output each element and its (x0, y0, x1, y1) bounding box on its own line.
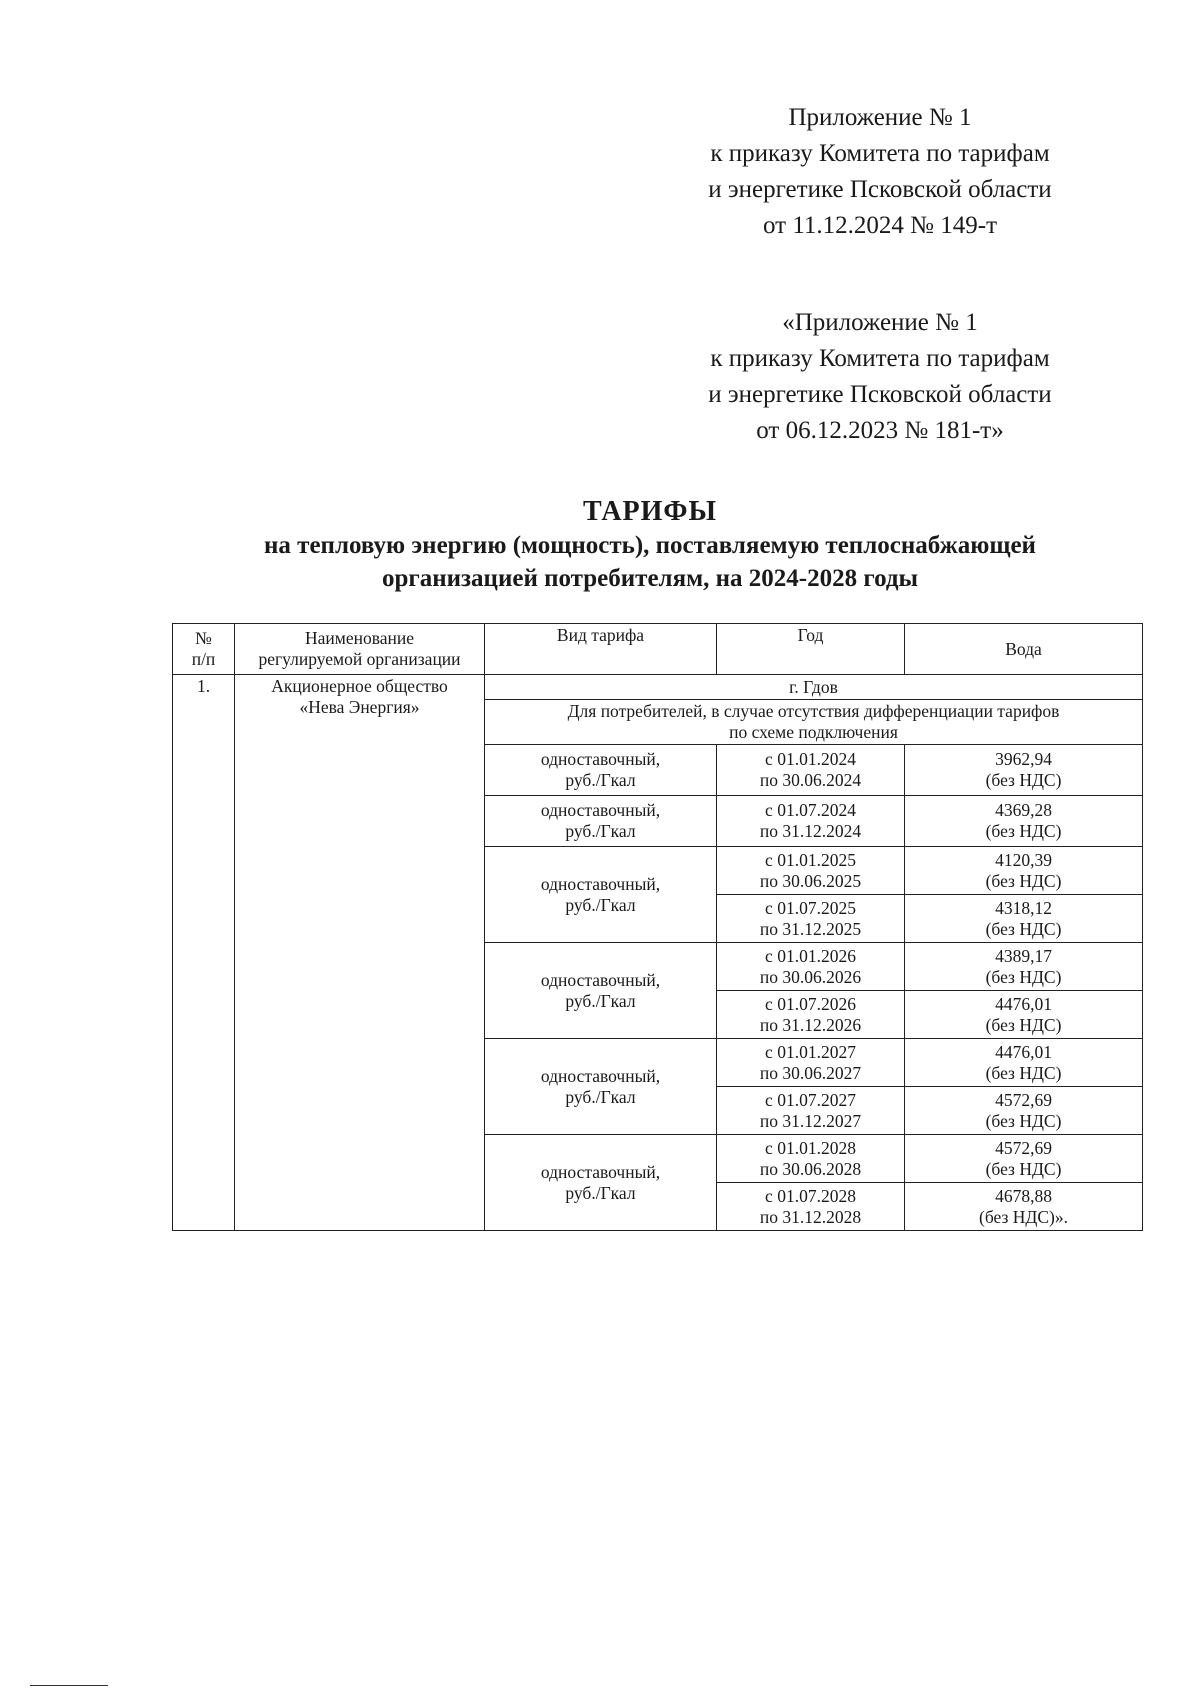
tariff-type-cell (485, 943, 717, 1039)
tariff-value-cell (905, 847, 1143, 895)
appendix-line: к приказу Комитета по тарифам (710, 345, 1050, 372)
organization-name: Акционерное общество «Нева Энергия» (235, 675, 485, 1231)
period-from: с 01.07.2027 (765, 1089, 856, 1110)
period-cell (717, 1183, 905, 1231)
appendix-line: Приложение № 1 (788, 104, 972, 131)
period-cell (717, 745, 905, 796)
tariffs-table (172, 623, 1143, 1231)
period-to: по 30.06.2027 (759, 1062, 862, 1083)
tariff-value-cell (905, 991, 1143, 1039)
period-cell (717, 847, 905, 895)
vat-note: (без НДС) (985, 1062, 1062, 1083)
period-to: по 30.06.2025 (759, 870, 862, 891)
vat-note: (без НДС) (985, 918, 1062, 939)
period-from: с 01.01.2028 (765, 1137, 856, 1158)
tariff-type-cell (485, 847, 717, 943)
tariff-type-line: одноставочный, (540, 800, 661, 820)
tariff-value-cell (905, 1087, 1143, 1135)
document-subtitle-line: на тепловую энергию (мощность), поставляемую теплоснабжающей (264, 532, 1036, 559)
document-title: ТАРИФЫ (583, 496, 717, 527)
header-year: Год (717, 624, 905, 675)
appendix-line: от 06.12.2023 № 181-т» (756, 417, 1004, 444)
tariff-type-line: руб./Гкал (565, 1182, 636, 1203)
tariff-value: 4678,88 (995, 1185, 1052, 1206)
header-water: Вода (905, 624, 1143, 675)
period-cell (717, 1087, 905, 1135)
appendix-previous-order (660, 305, 1100, 449)
period-from: с 01.01.2027 (765, 1041, 856, 1062)
period-from: с 01.01.2026 (765, 945, 856, 966)
document-heading (160, 495, 1140, 595)
tariff-type-line: одноставочный, (540, 969, 661, 990)
vat-note: (без НДС) (985, 1158, 1062, 1179)
period-from: с 01.07.2026 (765, 993, 856, 1014)
period-to: по 31.12.2024 (759, 821, 862, 841)
tariff-type-line: одноставочный, (540, 873, 661, 894)
tariff-value-cell (905, 1039, 1143, 1087)
tariff-type-cell (485, 745, 717, 796)
tariff-type-cell (485, 796, 717, 847)
vat-note: (без НДС) (985, 1014, 1062, 1035)
tariff-value-cell (905, 1135, 1143, 1183)
vat-note: (без НДС) (985, 821, 1062, 841)
appendix-current-order (660, 100, 1100, 244)
tariff-value: 4572,69 (995, 1089, 1052, 1110)
tariff-value-cell (905, 1183, 1143, 1231)
appendix-line: «Приложение № 1 (782, 309, 978, 336)
period-to: по 31.12.2028 (759, 1206, 862, 1227)
tariff-value: 4318,12 (995, 897, 1052, 918)
appendix-line: от 11.12.2024 № 149-т (762, 212, 998, 239)
tariff-type-cell (485, 1039, 717, 1135)
vat-note: (без НДС) (985, 770, 1062, 790)
tariff-value: 3962,94 (995, 749, 1052, 769)
period-cell (717, 895, 905, 943)
period-from: с 01.01.2024 (765, 749, 856, 769)
tariff-type-line: руб./Гкал (565, 1086, 636, 1107)
appendix-line: к приказу Комитета по тарифам (710, 140, 1050, 167)
tariff-value: 4476,01 (995, 1041, 1052, 1062)
row-number: 1. (173, 675, 235, 1231)
period-to: по 31.12.2026 (759, 1014, 862, 1035)
tariff-type-line: одноставочный, (540, 749, 661, 769)
period-to: по 31.12.2027 (759, 1110, 862, 1131)
period-cell (717, 796, 905, 847)
table-header-row (173, 624, 1143, 675)
tariff-type-line: одноставочный, (540, 1161, 661, 1182)
header-organization: Наименование регулируемой организации (235, 624, 485, 675)
vat-note: (без НДС) (985, 870, 1062, 891)
period-cell (717, 943, 905, 991)
consumer-note: Для потребителей, в случае отсутствия дифференциации тарифов по схеме подключения (485, 700, 1143, 745)
header-tariff-type: Вид тарифа (485, 624, 717, 675)
period-to: по 30.06.2026 (759, 966, 862, 987)
tariff-type-line: руб./Гкал (565, 821, 636, 841)
tariff-type-line: руб./Гкал (565, 770, 636, 790)
period-to: по 30.06.2028 (759, 1158, 862, 1179)
tariff-value: 4476,01 (995, 993, 1052, 1014)
appendix-line: и энергетике Псковской области (708, 176, 1052, 203)
vat-note: (без НДС)». (979, 1206, 1068, 1227)
period-cell (717, 991, 905, 1039)
period-from: с 01.07.2028 (765, 1185, 856, 1206)
appendix-line: и энергетике Псковской области (708, 381, 1052, 408)
document-subtitle-line: организацией потребителям, на 2024-2028 годы (381, 565, 919, 592)
table-row (173, 675, 1143, 700)
tariff-type-line: руб./Гкал (565, 990, 636, 1011)
tariff-value-cell (905, 943, 1143, 991)
vat-note: (без НДС) (985, 1110, 1062, 1131)
period-from: с 01.07.2024 (765, 800, 856, 820)
period-from: с 01.01.2025 (765, 849, 856, 870)
tariff-value-cell (905, 796, 1143, 847)
tariff-type-line: одноставочный, (540, 1065, 661, 1086)
period-cell (717, 1039, 905, 1087)
period-to: по 30.06.2024 (759, 770, 862, 790)
period-to: по 31.12.2025 (759, 918, 862, 939)
tariff-value: 4120,39 (995, 849, 1052, 870)
tariff-value-cell (905, 895, 1143, 943)
tariff-type-line: руб./Гкал (565, 894, 636, 915)
period-from: с 01.07.2025 (765, 897, 856, 918)
tariff-type-cell (485, 1135, 717, 1231)
period-cell (717, 1135, 905, 1183)
tariff-value: 4572,69 (995, 1137, 1052, 1158)
tariff-value: 4389,17 (995, 945, 1052, 966)
city-name: г. Гдов (485, 675, 1143, 700)
tariff-value-cell (905, 745, 1143, 796)
header-num: № п/п (173, 624, 235, 675)
tariff-value: 4369,28 (995, 800, 1052, 820)
margin-line (30, 1685, 108, 1686)
vat-note: (без НДС) (985, 966, 1062, 987)
